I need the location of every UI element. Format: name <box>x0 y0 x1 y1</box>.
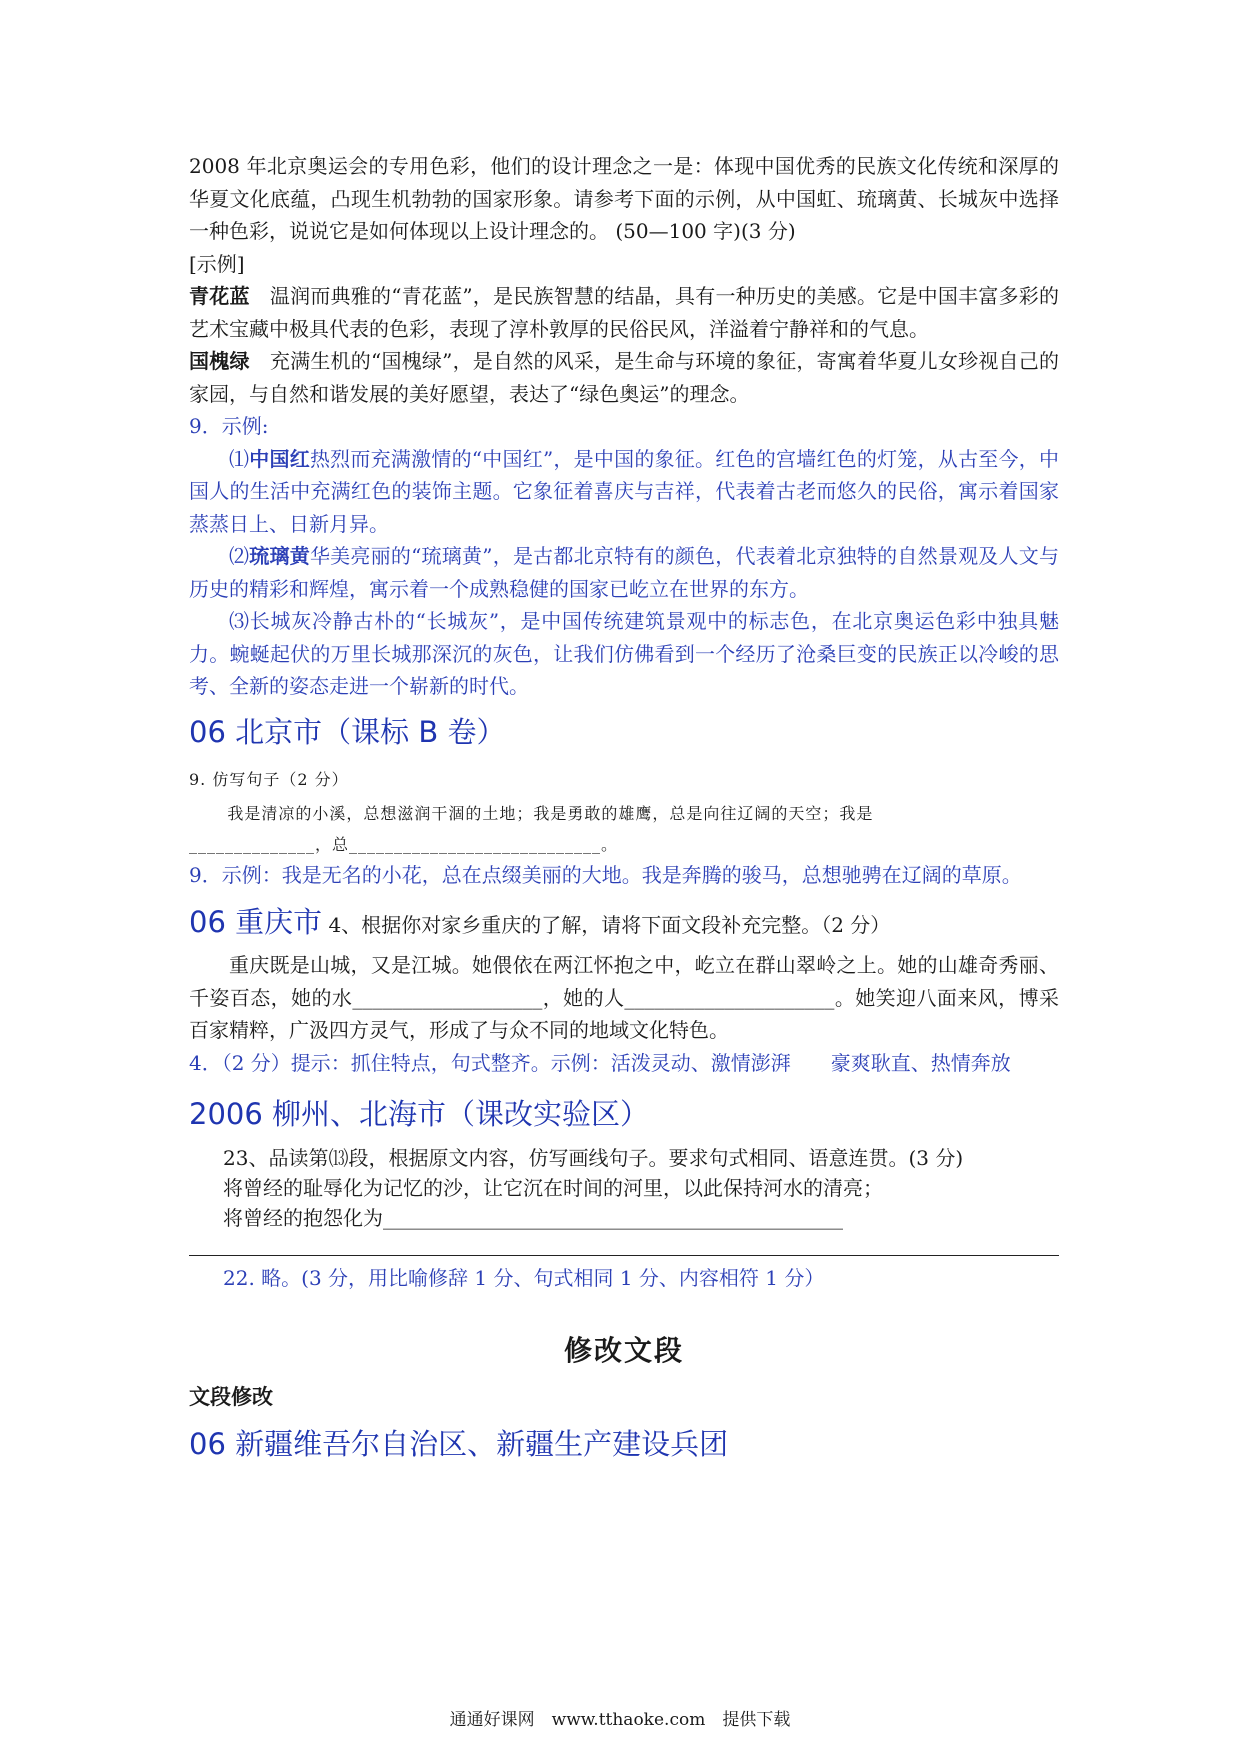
answer9-item-2-term: 琉璃黄 <box>249 544 310 568</box>
beijing-question-text: 我是清凉的小溪，总想滋润干涸的土地；我是勇敢的雄鹰，总是向往辽阔的天空；我是 <box>227 803 874 823</box>
example-2-text: 充满生机的“国槐绿”，是自然的风采，是生命与环境的象征，寄寓着华夏儿女珍视自己的家园，与自然和谐发展的美好愿望，表达了“绿色奥运”的理念。 <box>189 349 1060 406</box>
liuzhou-question: 23、品读第⒀段，根据原文内容，仿写画线句子。要求句式相同、语意连贯。(3 分) <box>223 1146 964 1170</box>
answer9-item-1 <box>189 443 1059 541</box>
liuzhou-line-2: 将曾经的抱怨化为______________________________________________ <box>223 1206 843 1230</box>
chongqing-passage: 重庆既是山城，又是江城。她偎依在两江怀抱之中，屹立在群山翠岭之上。她的山雄奇秀丽、千姿百态，她的水___________________，她的人_____________________。她笑迎八面来风，博采百家精粹，广汲四方灵气，形成了与众不同的地域文化特色。 <box>189 953 1059 1042</box>
answer9-label: 9．示例: <box>189 414 269 438</box>
xinjiang-heading: 06 新疆维吾尔自治区、新疆生产建设兵团 <box>189 1426 729 1461</box>
answer9-item-3: ⑶长城灰冷静古朴的“长城灰”，是中国传统建筑景观中的标志色，在北京奥运色彩中独具魅力。蜿蜒起伏的万里长城那深沉的灰色，让我们仿佛看到一个经历了沧桑巨变的民族正以冷峻的思考、全新的姿态走进一个崭新的时代。 <box>189 609 1059 698</box>
chongqing-answer: 4．（2 分）提示：抓住特点，句式整齐。示例：活泼灵动、激情澎湃 豪爽耿直、热情奔放 <box>189 1050 1011 1075</box>
example-1 <box>189 280 1059 345</box>
section-subtitle: 文段修改 <box>189 1384 273 1409</box>
answer9-item-1-prefix: ⑴ <box>229 446 250 471</box>
answer9-item-1-text: 热烈而充满激情的“中国红”，是中国的象征。红色的宫墙红色的灯笼，从古至今，中国人的生活中充满红色的装饰主题。它象征着喜庆与吉祥，代表着古老而悠久的民俗，寓示着国家蒸蒸日上、日新月异。 <box>189 446 1060 536</box>
example-2-term: 国槐绿 <box>189 349 250 373</box>
liuzhou-answer: 22. 略。(3 分，用比喻修辞 1 分、句式相同 1 分、内容相符 1 分） <box>223 1266 825 1290</box>
beijing-heading: 06 北京市（课标 B 卷） <box>189 714 506 749</box>
beijing-question-blank: ______________，总____________________________。 <box>189 834 619 854</box>
liuzhou-line-1: 将曾经的耻辱化为记忆的沙，让它沉在时间的河里，以此保持河水的清亮； <box>223 1176 883 1200</box>
beijing-answer: 9．示例：我是无名的小花，总在点缀美丽的大地。我是奔腾的骏马，总想驰骋在辽阔的草原。 <box>189 862 1022 887</box>
chongqing-question: 4、根据你对家乡重庆的了解，请将下面文段补充完整。（2 分） <box>328 913 891 937</box>
example-1-term: 青花蓝 <box>189 284 250 308</box>
answer9-item-2-prefix: ⑵ <box>229 544 250 568</box>
page-footer: 通通好课网 www.tthaoke.com 提供下载 <box>449 1710 791 1730</box>
answer9-item-2-text: 华美亮丽的“琉璃黄”，是古都北京特有的颜色，代表着北京独特的自然景观及人文与历史的精彩和辉煌，寓示着一个成熟稳健的国家已屹立在世界的东方。 <box>189 544 1060 601</box>
example-label: [示例] <box>189 251 245 276</box>
chongqing-heading: 06 重庆市 <box>189 905 323 939</box>
intro-question: 2008 年北京奥运会的专用色彩，他们的设计理念之一是：体现中国优秀的民族文化传统和深厚的华夏文化底蕴，凸现生机勃勃的国家形象。请参考下面的示例，从中国虹、琉璃黄、长城灰中选择一种色彩，说说它是如何体现以上设计理念的。 (50—100 字)(3 分) <box>189 154 1059 243</box>
beijing-question-label: 9. 仿写句子（2 分） <box>189 769 349 789</box>
example-1-text: 温润而典雅的“青花蓝”，是民族智慧的结晶，具有一种历史的美感。它是中国丰富多彩的艺术宝藏中极具代表的色彩，表现了淳朴敦厚的民俗民风，洋溢着宁静祥和的气息。 <box>189 284 1060 341</box>
divider-line <box>189 1255 1059 1256</box>
page-content <box>189 150 1059 1465</box>
chongqing-line <box>189 901 1059 947</box>
answer9-item-1-term: 中国红 <box>249 446 310 471</box>
answer9-item-2 <box>189 540 1059 605</box>
liuzhou-heading: 2006 柳州、北海市（课改实验区） <box>189 1097 650 1131</box>
section-title: 修改文段 <box>563 1333 684 1367</box>
example-2 <box>189 345 1059 410</box>
